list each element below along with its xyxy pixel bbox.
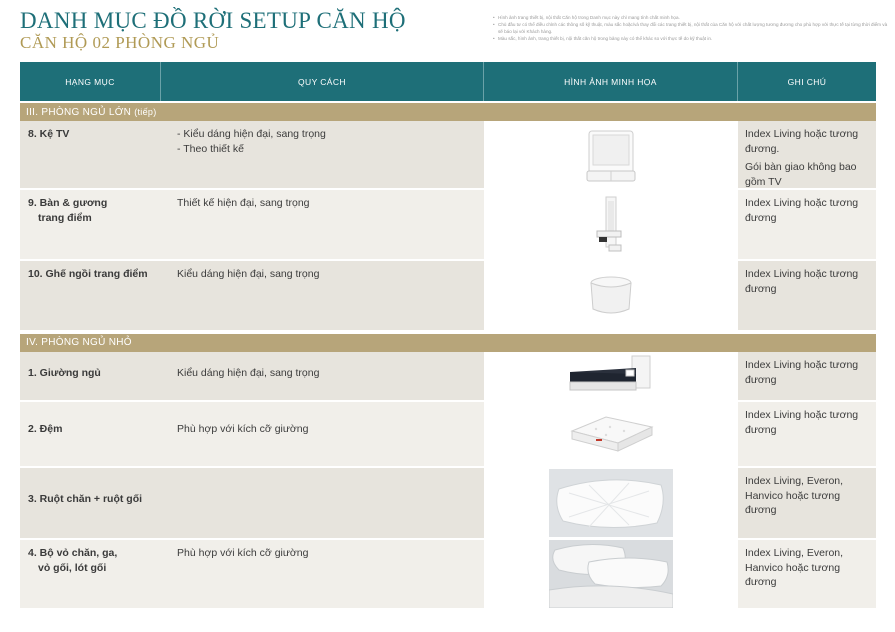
item-line: vỏ gối, lót gối — [38, 561, 107, 574]
row-spec: Thiết kế hiện đại, sang trọng — [177, 197, 310, 209]
section-suffix: (tiếp) — [134, 107, 157, 117]
item-line: 9. Bàn & gương — [28, 197, 108, 209]
column-header-image: HÌNH ẢNH MINH HỌA — [484, 62, 738, 101]
row-item — [20, 540, 161, 608]
page-title: DANH MỤC ĐỒ RỜI SETUP CĂN HỘ — [20, 8, 406, 33]
row-note: Index Living, Everon, Hanvico hoặc tương đương — [745, 475, 844, 516]
spec-line: - Theo thiết kế — [177, 142, 244, 155]
section-title: III. PHÒNG NGỦ LỚN — [26, 107, 132, 118]
row-spec — [161, 121, 484, 188]
table-header — [20, 62, 876, 101]
table-row — [20, 190, 876, 261]
section-small-bedroom — [20, 334, 876, 352]
row-item: 1. Giường ngủ — [28, 367, 101, 379]
row-spec — [161, 468, 484, 538]
disclaimer-note: • Hình ảnh trang thiết bị, nội thất Căn hộ trong Danh mục này chỉ mang tính chất minh họa. — [493, 14, 888, 21]
section-title: IV. PHÒNG NGỦ NHỎ — [26, 337, 132, 348]
column-header-item: HẠNG MỤC — [20, 62, 161, 101]
table-row — [20, 121, 876, 190]
mattress-image — [484, 402, 738, 466]
table-row — [20, 540, 876, 610]
stool-image — [484, 261, 738, 330]
row-spec: Kiểu dáng hiện đại, sang trọng — [177, 367, 320, 379]
disclaimer-note: • Chủ đầu tư có thể điều chỉnh các thông số kỹ thuật, màu sắc hoặc/và thay đổi các trang thiết bị, nội thất của Căn hộ với chất lượng tương đương cho phù hợp với thực tế tại từng thời điểm và sẽ báo lại với Khách hàng. — [493, 21, 888, 35]
disclaimer-note: • Màu sắc, hình ảnh, trang thiết bị, nội thất căn hộ trong bảng này có thể khác so với thực tế do kỹ thuật in. — [493, 35, 888, 42]
row-item: 10. Ghế ngồi trang điểm — [28, 268, 148, 280]
dressing-table-image — [484, 190, 738, 259]
row-item: 3. Ruột chăn + ruột gối — [28, 493, 143, 505]
row-spec: Kiểu dáng hiện đại, sang trọng — [177, 268, 320, 280]
table-row — [20, 468, 876, 540]
row-note: Index Living hoặc tương đương — [745, 409, 859, 436]
row-note: Index Living hoặc tương đương — [745, 359, 859, 386]
section-master-bedroom — [20, 103, 876, 121]
page-subtitle: CĂN HỘ 02 PHÒNG NGỦ — [20, 33, 220, 52]
row-note: Index Living, Everon, Hanvico hoặc tương đương — [745, 547, 844, 588]
note-line: Index Living hoặc tương đương. — [745, 128, 859, 155]
disclaimer-notes — [493, 14, 888, 42]
item-line: 4. Bộ vỏ chăn, ga, — [28, 547, 118, 559]
item-line: trang điểm — [38, 211, 92, 224]
table-row — [20, 402, 876, 468]
row-item: 8. Kệ TV — [28, 128, 70, 140]
table-row — [20, 352, 876, 402]
row-note: Index Living hoặc tương đương — [745, 268, 859, 295]
column-header-note: GHI CHÚ — [787, 76, 827, 87]
row-spec: Phù hợp với kích cỡ giường — [177, 423, 309, 435]
bed-image — [484, 352, 738, 400]
pillow-image — [484, 468, 738, 538]
table-row — [20, 261, 876, 332]
spec-line: - Kiểu dáng hiện đại, sang trọng — [177, 128, 326, 140]
row-item — [20, 190, 161, 259]
row-item: 2. Đệm — [28, 423, 63, 435]
bedding-set-image — [484, 540, 738, 608]
tv-cabinet-image — [484, 121, 738, 188]
row-note — [738, 121, 876, 188]
note-line: Gói bàn giao không bao gồm TV — [745, 161, 857, 188]
column-header-spec: QUY CÁCH — [161, 62, 484, 101]
row-note: Index Living hoặc tương đương — [745, 197, 859, 224]
row-spec: Phù hợp với kích cỡ giường — [177, 547, 309, 559]
